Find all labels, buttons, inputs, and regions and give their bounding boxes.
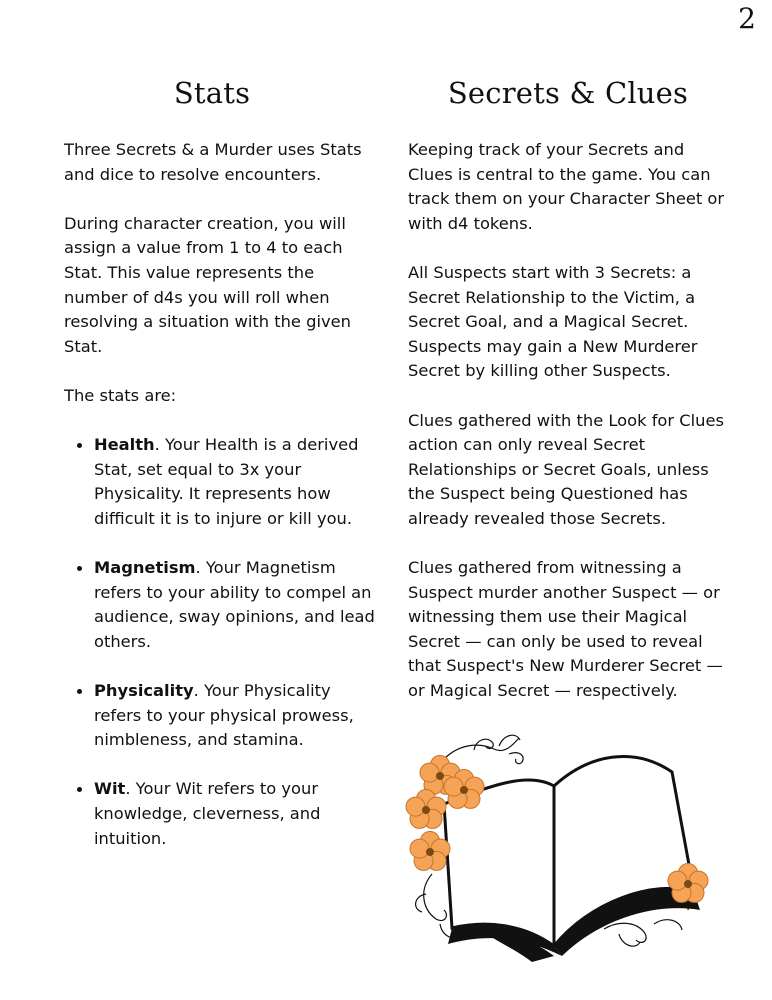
stat-item-magnetism	[94, 556, 376, 654]
bullet-icon	[77, 787, 82, 792]
stat-term: Wit	[94, 779, 126, 799]
secrets-heading: Secrets & Clues	[447, 76, 689, 110]
stat-description: . Your Physicality refers to your physical prowess, nimbleness, and stamina.	[94, 681, 354, 750]
stats-paragraph: Three Secrets & a Murder uses Stats and dice to resolve encounters.	[64, 140, 362, 184]
secrets-paragraph: Clues gathered from witnessing a Suspect murder another Suspect — or witnessing them use their Magical Secret — can only be used to reveal that Suspect's New Murderer Secret — or Magical Secret — respectively.	[408, 558, 723, 701]
stat-item-wit	[94, 777, 376, 851]
open-book-with-flowers-icon	[404, 724, 724, 964]
stat-description: . Your Wit refers to your knowledge, cleverness, and intuition.	[94, 779, 321, 848]
secrets-section	[408, 74, 728, 728]
stats-paragraph: During character creation, you will assign a value from 1 to 4 to each Stat. This value represents the number of d4s you will roll when resolving a situation with the given Stat.	[64, 213, 351, 356]
stat-description: . Your Magnetism refers to your ability to compel an audience, sway opinions, and lead others.	[94, 558, 375, 651]
bullet-icon	[77, 566, 82, 571]
secrets-paragraph: Keeping track of your Secrets and Clues is central to the game. You can track them on your Character Sheet or with d4 tokens.	[408, 140, 725, 233]
bullet-icon	[77, 443, 82, 448]
stats-paragraph: The stats are:	[64, 385, 177, 405]
stat-term: Health	[94, 435, 155, 455]
stat-item-health	[94, 433, 376, 531]
stat-item-physicality	[94, 679, 376, 753]
stat-term: Physicality	[94, 681, 194, 701]
bullet-icon	[77, 689, 82, 694]
stats-list	[64, 433, 376, 851]
stat-term: Magnetism	[94, 558, 196, 578]
secrets-paragraph: All Suspects start with 3 Secrets: a Secret Relationship to the Victim, a Secret Goal, and a Magical Secret. Suspects may gain a New Murderer Secret by killing other Suspects.	[408, 262, 698, 381]
stats-heading: Stats	[173, 76, 251, 110]
stats-section	[64, 74, 376, 876]
page-number: 2	[738, 2, 756, 35]
stat-description: . Your Health is a derived Stat, set equal to 3x your Physicality. It represents how difficult it is to injure or kill you.	[94, 435, 359, 528]
secrets-paragraph: Clues gathered with the Look for Clues action can only reveal Secret Relationships or Secret Goals, unless the Suspect being Questioned has already revealed those Secrets.	[408, 410, 724, 528]
